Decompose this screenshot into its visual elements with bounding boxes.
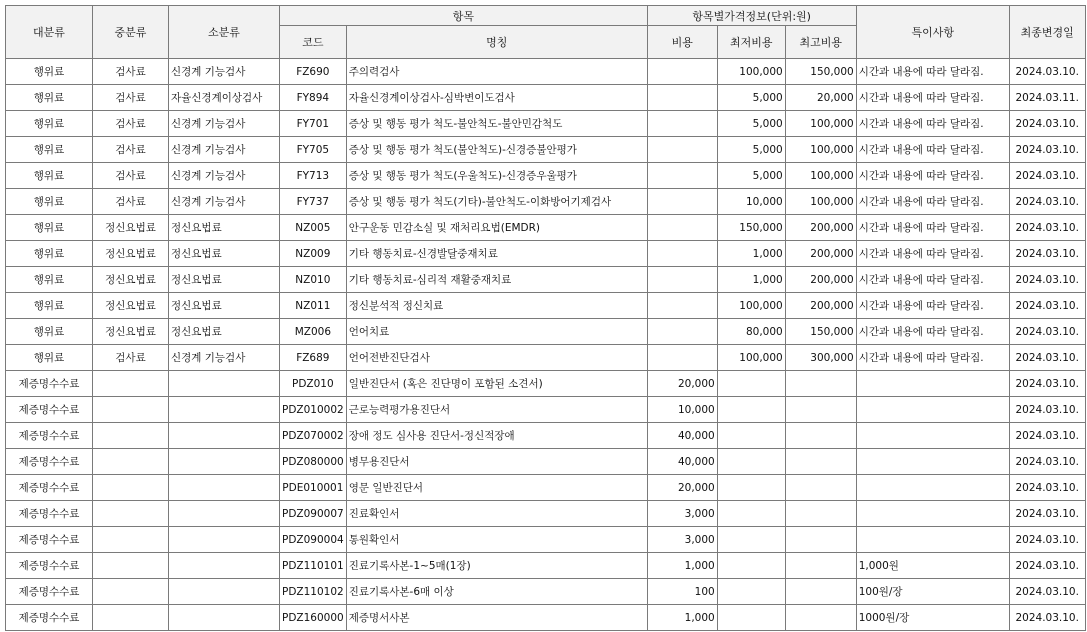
cell-middle: 검사료 bbox=[93, 59, 169, 85]
cell-minor: 자율신경계이상검사 bbox=[169, 85, 280, 111]
cell-note: 시간과 내용에 따라 달라짐. bbox=[856, 85, 1009, 111]
cell-note: 시간과 내용에 따라 달라짐. bbox=[856, 319, 1009, 345]
cell-major: 제증명수수료 bbox=[6, 605, 93, 631]
cell-name: 병무용진단서 bbox=[346, 449, 647, 475]
cell-minor: 정신요법료 bbox=[169, 319, 280, 345]
cell-min-cost: 1,000 bbox=[717, 267, 785, 293]
cell-date: 2024.03.10. bbox=[1009, 345, 1085, 371]
cell-max-cost bbox=[785, 605, 856, 631]
cell-middle bbox=[93, 397, 169, 423]
cell-minor: 신경계 기능검사 bbox=[169, 163, 280, 189]
cell-minor bbox=[169, 501, 280, 527]
cell-code: NZ009 bbox=[280, 241, 347, 267]
cell-note bbox=[856, 397, 1009, 423]
cell-min-cost bbox=[717, 553, 785, 579]
cell-cost: 20,000 bbox=[647, 371, 717, 397]
cell-middle: 검사료 bbox=[93, 85, 169, 111]
cell-note: 시간과 내용에 따라 달라짐. bbox=[856, 241, 1009, 267]
cell-major: 행위료 bbox=[6, 319, 93, 345]
cell-name: 증상 및 행동 평가 척도(우울척도)-신경증우울평가 bbox=[346, 163, 647, 189]
cell-min-cost: 100,000 bbox=[717, 345, 785, 371]
cell-min-cost bbox=[717, 579, 785, 605]
cell-major: 행위료 bbox=[6, 189, 93, 215]
cell-max-cost bbox=[785, 553, 856, 579]
cell-code: FY713 bbox=[280, 163, 347, 189]
cell-note bbox=[856, 527, 1009, 553]
cell-note bbox=[856, 501, 1009, 527]
cell-minor: 신경계 기능검사 bbox=[169, 345, 280, 371]
cell-code: FY894 bbox=[280, 85, 347, 111]
table-row bbox=[6, 579, 1086, 605]
cell-note: 시간과 내용에 따라 달라짐. bbox=[856, 189, 1009, 215]
table-row bbox=[6, 475, 1086, 501]
cell-name: 진료확인서 bbox=[346, 501, 647, 527]
cell-name: 안구운동 민감소실 및 재처리요법(EMDR) bbox=[346, 215, 647, 241]
cell-middle: 정신요법료 bbox=[93, 319, 169, 345]
cell-middle: 검사료 bbox=[93, 137, 169, 163]
cell-middle bbox=[93, 475, 169, 501]
cell-middle: 검사료 bbox=[93, 345, 169, 371]
cell-min-cost: 5,000 bbox=[717, 163, 785, 189]
table-body bbox=[6, 59, 1086, 631]
cell-minor: 신경계 기능검사 bbox=[169, 189, 280, 215]
table-row bbox=[6, 267, 1086, 293]
header-notes: 특이사항 bbox=[856, 6, 1009, 59]
cell-cost bbox=[647, 189, 717, 215]
cell-middle: 정신요법료 bbox=[93, 215, 169, 241]
cell-minor bbox=[169, 423, 280, 449]
price-table bbox=[5, 5, 1086, 631]
cell-cost: 40,000 bbox=[647, 449, 717, 475]
cell-major: 행위료 bbox=[6, 345, 93, 371]
cell-name: 일반진단서 (혹은 진단명이 포함된 소견서) bbox=[346, 371, 647, 397]
cell-max-cost: 300,000 bbox=[785, 345, 856, 371]
cell-name: 정신분석적 정신치료 bbox=[346, 293, 647, 319]
cell-code: FY737 bbox=[280, 189, 347, 215]
cell-date: 2024.03.10. bbox=[1009, 215, 1085, 241]
cell-max-cost bbox=[785, 527, 856, 553]
cell-name: 증상 및 행동 평가 척도(기타)-불안척도-이화방어기제검사 bbox=[346, 189, 647, 215]
cell-major: 행위료 bbox=[6, 111, 93, 137]
table-row bbox=[6, 189, 1086, 215]
cell-major: 제증명수수료 bbox=[6, 449, 93, 475]
cell-name: 증상 및 행동 평가 척도(불안척도)-신경증불안평가 bbox=[346, 137, 647, 163]
cell-major: 행위료 bbox=[6, 267, 93, 293]
cell-minor: 신경계 기능검사 bbox=[169, 137, 280, 163]
cell-min-cost bbox=[717, 423, 785, 449]
cell-date: 2024.03.10. bbox=[1009, 163, 1085, 189]
cell-major: 행위료 bbox=[6, 293, 93, 319]
cell-date: 2024.03.10. bbox=[1009, 59, 1085, 85]
header-name: 명칭 bbox=[346, 26, 647, 59]
cell-min-cost bbox=[717, 371, 785, 397]
cell-middle bbox=[93, 553, 169, 579]
cell-max-cost: 100,000 bbox=[785, 163, 856, 189]
cell-max-cost: 20,000 bbox=[785, 85, 856, 111]
cell-cost bbox=[647, 163, 717, 189]
cell-max-cost bbox=[785, 579, 856, 605]
cell-date: 2024.03.10. bbox=[1009, 241, 1085, 267]
cell-note: 시간과 내용에 따라 달라짐. bbox=[856, 345, 1009, 371]
table-row bbox=[6, 423, 1086, 449]
header-cost: 비용 bbox=[647, 26, 717, 59]
cell-major: 제증명수수료 bbox=[6, 475, 93, 501]
cell-min-cost: 5,000 bbox=[717, 85, 785, 111]
cell-middle bbox=[93, 371, 169, 397]
cell-cost bbox=[647, 111, 717, 137]
cell-max-cost: 150,000 bbox=[785, 59, 856, 85]
cell-name: 기타 행동치료-심리적 재활중재치료 bbox=[346, 267, 647, 293]
cell-middle: 정신요법료 bbox=[93, 241, 169, 267]
cell-max-cost: 200,000 bbox=[785, 293, 856, 319]
cell-note bbox=[856, 449, 1009, 475]
table-row bbox=[6, 553, 1086, 579]
cell-max-cost: 200,000 bbox=[785, 241, 856, 267]
cell-cost bbox=[647, 85, 717, 111]
table-row bbox=[6, 59, 1086, 85]
cell-major: 행위료 bbox=[6, 215, 93, 241]
header-code: 코드 bbox=[280, 26, 347, 59]
cell-major: 제증명수수료 bbox=[6, 423, 93, 449]
cell-minor: 정신요법료 bbox=[169, 215, 280, 241]
cell-name: 근로능력평가용진단서 bbox=[346, 397, 647, 423]
cell-max-cost: 100,000 bbox=[785, 111, 856, 137]
cell-middle: 정신요법료 bbox=[93, 267, 169, 293]
cell-major: 행위료 bbox=[6, 59, 93, 85]
cell-max-cost: 200,000 bbox=[785, 215, 856, 241]
cell-minor bbox=[169, 397, 280, 423]
table-row bbox=[6, 605, 1086, 631]
cell-minor: 정신요법료 bbox=[169, 241, 280, 267]
cell-min-cost: 100,000 bbox=[717, 293, 785, 319]
cell-code: PDZ070002 bbox=[280, 423, 347, 449]
cell-name: 자율신경계이상검사-심박변이도검사 bbox=[346, 85, 647, 111]
cell-cost bbox=[647, 215, 717, 241]
cell-max-cost bbox=[785, 371, 856, 397]
cell-cost bbox=[647, 137, 717, 163]
cell-major: 제증명수수료 bbox=[6, 553, 93, 579]
cell-date: 2024.03.10. bbox=[1009, 293, 1085, 319]
header-middle: 중분류 bbox=[93, 6, 169, 59]
cell-min-cost: 5,000 bbox=[717, 137, 785, 163]
cell-note bbox=[856, 475, 1009, 501]
cell-max-cost bbox=[785, 475, 856, 501]
cell-name: 진료기록사본-1~5매(1장) bbox=[346, 553, 647, 579]
cell-note: 시간과 내용에 따라 달라짐. bbox=[856, 137, 1009, 163]
table-row bbox=[6, 241, 1086, 267]
cell-min-cost: 5,000 bbox=[717, 111, 785, 137]
cell-note: 1,000원 bbox=[856, 553, 1009, 579]
cell-date: 2024.03.10. bbox=[1009, 137, 1085, 163]
cell-code: FZ689 bbox=[280, 345, 347, 371]
cell-date: 2024.03.10. bbox=[1009, 527, 1085, 553]
cell-minor: 신경계 기능검사 bbox=[169, 59, 280, 85]
cell-cost: 10,000 bbox=[647, 397, 717, 423]
cell-code: PDZ110101 bbox=[280, 553, 347, 579]
cell-code: FY701 bbox=[280, 111, 347, 137]
cell-date: 2024.03.10. bbox=[1009, 501, 1085, 527]
cell-cost bbox=[647, 345, 717, 371]
cell-minor: 정신요법료 bbox=[169, 293, 280, 319]
cell-minor bbox=[169, 449, 280, 475]
cell-minor bbox=[169, 371, 280, 397]
cell-major: 제증명수수료 bbox=[6, 527, 93, 553]
cell-code: MZ006 bbox=[280, 319, 347, 345]
cell-max-cost bbox=[785, 501, 856, 527]
cell-major: 제증명수수료 bbox=[6, 579, 93, 605]
cell-max-cost: 100,000 bbox=[785, 189, 856, 215]
cell-middle: 검사료 bbox=[93, 189, 169, 215]
table-row bbox=[6, 449, 1086, 475]
cell-code: PDZ010002 bbox=[280, 397, 347, 423]
cell-note: 시간과 내용에 따라 달라짐. bbox=[856, 215, 1009, 241]
header-minor: 소분류 bbox=[169, 6, 280, 59]
cell-min-cost bbox=[717, 449, 785, 475]
cell-major: 행위료 bbox=[6, 163, 93, 189]
cell-name: 주의력검사 bbox=[346, 59, 647, 85]
cell-max-cost bbox=[785, 397, 856, 423]
cell-cost: 1,000 bbox=[647, 605, 717, 631]
cell-max-cost: 150,000 bbox=[785, 319, 856, 345]
cell-cost bbox=[647, 293, 717, 319]
cell-cost: 40,000 bbox=[647, 423, 717, 449]
table-row bbox=[6, 163, 1086, 189]
table-row bbox=[6, 501, 1086, 527]
table-row bbox=[6, 345, 1086, 371]
cell-name: 언어전반진단검사 bbox=[346, 345, 647, 371]
cell-cost: 20,000 bbox=[647, 475, 717, 501]
table-row bbox=[6, 397, 1086, 423]
cell-date: 2024.03.10. bbox=[1009, 553, 1085, 579]
cell-code: PDZ160000 bbox=[280, 605, 347, 631]
table-row bbox=[6, 137, 1086, 163]
cell-minor bbox=[169, 527, 280, 553]
cell-max-cost bbox=[785, 423, 856, 449]
cell-note: 시간과 내용에 따라 달라짐. bbox=[856, 111, 1009, 137]
cell-code: NZ010 bbox=[280, 267, 347, 293]
cell-date: 2024.03.11. bbox=[1009, 85, 1085, 111]
cell-code: PDZ080000 bbox=[280, 449, 347, 475]
cell-major: 행위료 bbox=[6, 85, 93, 111]
cell-major: 제증명수수료 bbox=[6, 397, 93, 423]
cell-middle bbox=[93, 501, 169, 527]
cell-date: 2024.03.10. bbox=[1009, 423, 1085, 449]
cell-max-cost: 100,000 bbox=[785, 137, 856, 163]
cell-code: PDE010001 bbox=[280, 475, 347, 501]
cell-max-cost bbox=[785, 449, 856, 475]
cell-minor: 정신요법료 bbox=[169, 267, 280, 293]
cell-date: 2024.03.10. bbox=[1009, 579, 1085, 605]
cell-middle bbox=[93, 449, 169, 475]
header-item: 항목 bbox=[280, 6, 648, 26]
cell-note: 시간과 내용에 따라 달라짐. bbox=[856, 293, 1009, 319]
cell-min-cost: 80,000 bbox=[717, 319, 785, 345]
cell-cost bbox=[647, 241, 717, 267]
cell-note: 1000원/장 bbox=[856, 605, 1009, 631]
cell-cost: 100 bbox=[647, 579, 717, 605]
cell-min-cost bbox=[717, 397, 785, 423]
cell-middle bbox=[93, 605, 169, 631]
cell-code: NZ011 bbox=[280, 293, 347, 319]
header-major: 대분류 bbox=[6, 6, 93, 59]
cell-date: 2024.03.10. bbox=[1009, 189, 1085, 215]
cell-cost bbox=[647, 59, 717, 85]
cell-date: 2024.03.10. bbox=[1009, 267, 1085, 293]
cell-date: 2024.03.10. bbox=[1009, 397, 1085, 423]
cell-date: 2024.03.10. bbox=[1009, 475, 1085, 501]
table-header bbox=[6, 6, 1086, 59]
cell-name: 제증명서사본 bbox=[346, 605, 647, 631]
cell-min-cost: 10,000 bbox=[717, 189, 785, 215]
header-price-info: 항목별가격정보(단위:원) bbox=[647, 6, 856, 26]
cell-note: 시간과 내용에 따라 달라짐. bbox=[856, 59, 1009, 85]
cell-cost: 3,000 bbox=[647, 527, 717, 553]
cell-major: 제증명수수료 bbox=[6, 501, 93, 527]
cell-min-cost: 100,000 bbox=[717, 59, 785, 85]
cell-code: PDZ090004 bbox=[280, 527, 347, 553]
cell-max-cost: 200,000 bbox=[785, 267, 856, 293]
cell-cost bbox=[647, 319, 717, 345]
table-row bbox=[6, 371, 1086, 397]
cell-min-cost: 1,000 bbox=[717, 241, 785, 267]
cell-code: PDZ110102 bbox=[280, 579, 347, 605]
cell-middle: 정신요법료 bbox=[93, 293, 169, 319]
table-row bbox=[6, 319, 1086, 345]
cell-code: FZ690 bbox=[280, 59, 347, 85]
cell-min-cost bbox=[717, 605, 785, 631]
header-max-cost: 최고비용 bbox=[785, 26, 856, 59]
cell-major: 제증명수수료 bbox=[6, 371, 93, 397]
cell-name: 기타 행동치료-신경발달중재치료 bbox=[346, 241, 647, 267]
table-row bbox=[6, 85, 1086, 111]
cell-minor bbox=[169, 553, 280, 579]
cell-note: 시간과 내용에 따라 달라짐. bbox=[856, 163, 1009, 189]
cell-note: 100원/장 bbox=[856, 579, 1009, 605]
table-row bbox=[6, 293, 1086, 319]
cell-min-cost: 150,000 bbox=[717, 215, 785, 241]
header-last-changed: 최종변경일 bbox=[1009, 6, 1085, 59]
table-row bbox=[6, 527, 1086, 553]
table-row bbox=[6, 215, 1086, 241]
cell-code: PDZ010 bbox=[280, 371, 347, 397]
cell-date: 2024.03.10. bbox=[1009, 449, 1085, 475]
cell-note: 시간과 내용에 따라 달라짐. bbox=[856, 267, 1009, 293]
cell-name: 통원확인서 bbox=[346, 527, 647, 553]
cell-code: PDZ090007 bbox=[280, 501, 347, 527]
cell-middle bbox=[93, 423, 169, 449]
cell-minor: 신경계 기능검사 bbox=[169, 111, 280, 137]
cell-cost: 3,000 bbox=[647, 501, 717, 527]
cell-middle: 검사료 bbox=[93, 111, 169, 137]
cell-date: 2024.03.10. bbox=[1009, 605, 1085, 631]
cell-name: 언어치료 bbox=[346, 319, 647, 345]
header-min-cost: 최저비용 bbox=[717, 26, 785, 59]
cell-major: 행위료 bbox=[6, 241, 93, 267]
cell-min-cost bbox=[717, 501, 785, 527]
cell-minor bbox=[169, 579, 280, 605]
cell-note bbox=[856, 371, 1009, 397]
cell-date: 2024.03.10. bbox=[1009, 371, 1085, 397]
cell-code: NZ005 bbox=[280, 215, 347, 241]
cell-min-cost bbox=[717, 527, 785, 553]
cell-date: 2024.03.10. bbox=[1009, 111, 1085, 137]
cell-name: 진료기록사본-6매 이상 bbox=[346, 579, 647, 605]
cell-cost: 1,000 bbox=[647, 553, 717, 579]
cell-cost bbox=[647, 267, 717, 293]
cell-name: 증상 및 행동 평가 척도-불안척도-불안민감척도 bbox=[346, 111, 647, 137]
table-row bbox=[6, 111, 1086, 137]
cell-middle bbox=[93, 579, 169, 605]
cell-minor bbox=[169, 605, 280, 631]
cell-name: 영문 일반진단서 bbox=[346, 475, 647, 501]
cell-name: 장애 정도 심사용 진단서-정신적장애 bbox=[346, 423, 647, 449]
cell-middle: 검사료 bbox=[93, 163, 169, 189]
cell-note bbox=[856, 423, 1009, 449]
cell-minor bbox=[169, 475, 280, 501]
cell-date: 2024.03.10. bbox=[1009, 319, 1085, 345]
cell-min-cost bbox=[717, 475, 785, 501]
cell-major: 행위료 bbox=[6, 137, 93, 163]
cell-code: FY705 bbox=[280, 137, 347, 163]
cell-middle bbox=[93, 527, 169, 553]
